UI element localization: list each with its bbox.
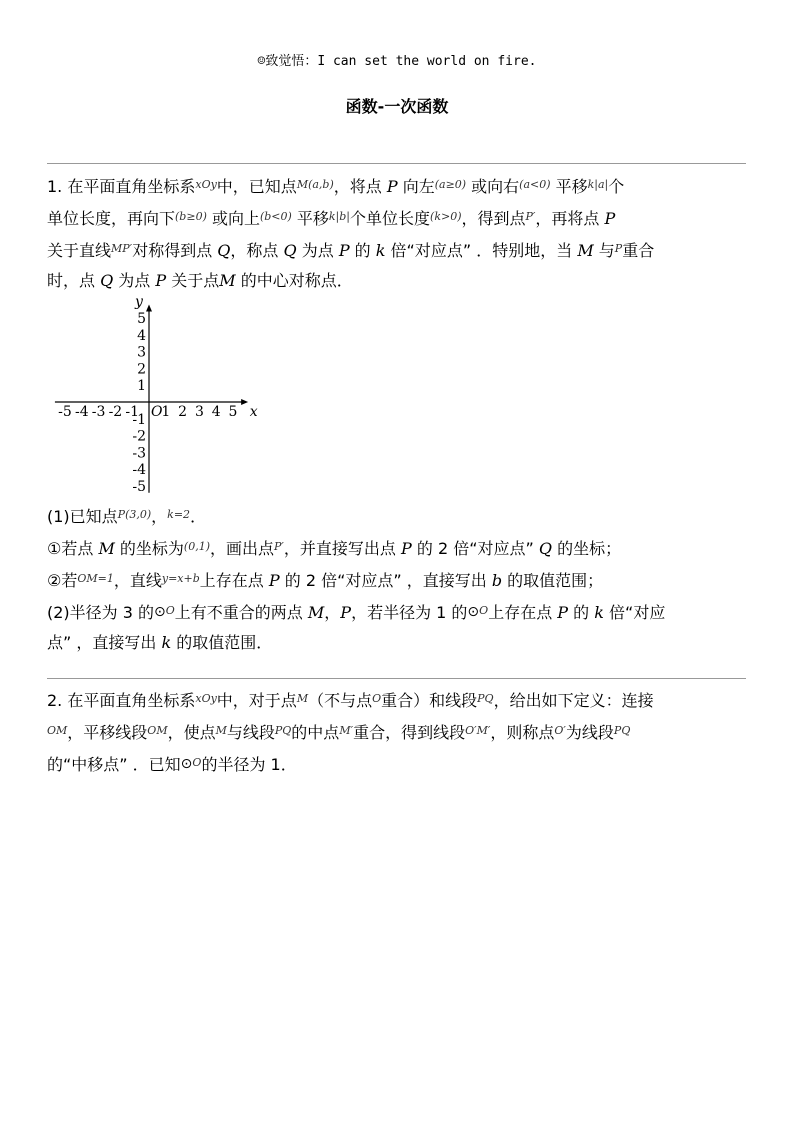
- text: ，直线: [113, 571, 162, 590]
- y-tick-label: -2: [132, 428, 146, 445]
- x-tick-label: 5: [228, 404, 238, 420]
- divider-1: [47, 163, 746, 164]
- text: 2. 在平面直角坐标系: [47, 691, 196, 710]
- text: 的: [349, 241, 376, 260]
- page-title: 函数-一次函数: [345, 97, 449, 116]
- text: 平移: [291, 209, 329, 228]
- text: 为线段: [565, 723, 614, 742]
- text: 重合: [622, 241, 655, 260]
- math: k|b|: [328, 210, 351, 223]
- y-tick-label: 5: [137, 311, 146, 327]
- math: M: [98, 539, 115, 558]
- text: 时，点: [47, 271, 101, 290]
- question-1-parts: [47, 500, 747, 658]
- text: (1)已知点: [47, 507, 118, 526]
- math: (a<0): [519, 178, 551, 191]
- math: Q: [217, 241, 231, 260]
- math: P: [401, 539, 412, 558]
- text: 个单位长度: [350, 209, 431, 228]
- math: b: [491, 571, 503, 590]
- math: OM=1: [77, 572, 114, 585]
- math: O: [192, 756, 202, 769]
- text: ，: [151, 507, 168, 526]
- math: MP′: [111, 242, 133, 255]
- math: O: [165, 604, 175, 617]
- text: 的坐标；: [552, 539, 622, 558]
- math: Q: [100, 271, 114, 290]
- text: 或向右: [466, 177, 520, 196]
- math: M: [307, 603, 325, 622]
- math: k: [594, 603, 604, 622]
- text: 平移: [550, 177, 588, 196]
- text: 重合）和线段: [381, 691, 478, 710]
- text: (2)半径为 3 的: [47, 603, 155, 622]
- math: k|a|: [587, 178, 609, 191]
- x-tick-label: -4: [74, 404, 89, 420]
- text: 的中心对称点．: [235, 271, 353, 290]
- text: ，得到点: [461, 209, 526, 228]
- q1-line-1: [47, 170, 747, 202]
- text: 的半径为 1．: [201, 755, 297, 774]
- text: 与线段: [226, 723, 275, 742]
- y-tick-label: -3: [132, 445, 146, 462]
- text: ，再将点: [535, 209, 605, 228]
- question-1: [47, 170, 747, 296]
- math: k=2: [167, 508, 191, 521]
- text: 重合，得到线段: [353, 723, 466, 742]
- q1-line-3: [47, 234, 747, 266]
- math: M′: [339, 724, 354, 737]
- math: P: [614, 242, 623, 255]
- x-tick-label: 3: [194, 404, 204, 420]
- text: 的“中移点” ．已知: [47, 755, 181, 774]
- text: 与: [593, 241, 615, 260]
- y-axis-arrow: [146, 305, 152, 312]
- math: O: [479, 604, 489, 617]
- text: 为点: [113, 271, 156, 290]
- math: P: [268, 571, 280, 590]
- text: 的 2 倍“对应点”: [411, 539, 539, 558]
- x-tick-label: -5: [58, 404, 72, 420]
- text: ，若半径为 1 的: [351, 603, 468, 622]
- text: 单位长度，再向下: [47, 209, 176, 228]
- math: P: [155, 271, 167, 290]
- math: OM: [147, 724, 168, 737]
- math: Q: [538, 539, 553, 558]
- text: ，平移线段: [67, 723, 148, 742]
- page-header: ☺致觉悟：I can set the world on fire.: [257, 54, 537, 69]
- math: M: [577, 241, 594, 260]
- math: P: [557, 603, 569, 622]
- x-tick-label: -1: [125, 404, 140, 420]
- y-tick-label: 1: [137, 378, 146, 395]
- text: （不与点: [308, 691, 373, 710]
- text: 为点: [296, 241, 339, 260]
- text: 关于点: [166, 271, 220, 290]
- text: ②若: [47, 571, 78, 590]
- math: PQ: [613, 724, 631, 737]
- text: ，并直接写出点: [283, 539, 402, 558]
- math: M: [296, 692, 309, 705]
- math: (a≥0): [434, 178, 467, 191]
- text: 的 2 倍“对应点” ，直接写出: [279, 571, 492, 590]
- circle-symbol: ⊙: [180, 756, 193, 772]
- text: 上存在点: [488, 603, 558, 622]
- text: 倍“对应点” ．特别地，当: [385, 241, 578, 260]
- math: P: [604, 209, 616, 228]
- origin-label: O: [151, 404, 163, 420]
- x-axis-label: x: [249, 404, 258, 420]
- circle-symbol: ⊙: [154, 604, 166, 620]
- math: P′: [525, 210, 536, 223]
- y-tick-label: 3: [137, 344, 146, 361]
- y-tick-label: -5: [132, 479, 146, 495]
- text: ，则称点: [490, 723, 555, 742]
- math: xOy: [195, 178, 217, 191]
- math: (0,1): [183, 540, 210, 553]
- coordinate-axes: [40, 286, 270, 498]
- y-tick-label: 2: [137, 361, 146, 378]
- math: M: [219, 271, 236, 290]
- text: 点” ，直接写出: [47, 633, 162, 652]
- text: 的: [568, 603, 595, 622]
- text: 个: [608, 177, 625, 196]
- text: 的取值范围；: [502, 571, 604, 590]
- math: (b≥0): [175, 210, 207, 223]
- math: PQ: [477, 692, 494, 705]
- math: Q: [283, 241, 297, 260]
- text: ，: [324, 603, 341, 622]
- math: P: [340, 603, 352, 622]
- math: y=x+b: [161, 572, 200, 585]
- circle-symbol: ⊙: [467, 604, 480, 620]
- math: P′: [274, 540, 284, 553]
- x-tick-label: -2: [108, 404, 123, 420]
- text: ，使点: [167, 723, 216, 742]
- text: ，给出如下定义：连接: [493, 691, 654, 710]
- math: PQ: [274, 724, 292, 737]
- y-tick-label: 4: [137, 327, 146, 344]
- text: 或向上: [206, 209, 260, 228]
- math: P: [338, 241, 350, 260]
- text: 的坐标为: [114, 539, 184, 558]
- text: ，称点: [230, 241, 284, 260]
- x-tick-label: 2: [178, 404, 188, 420]
- math: O′: [554, 724, 566, 737]
- text: ．: [190, 507, 207, 526]
- q2-line-3: [47, 748, 747, 780]
- math: (b<0): [259, 210, 292, 223]
- part-2: [47, 596, 747, 628]
- text: 上有不重合的两点: [174, 603, 308, 622]
- text: 中，已知点: [216, 177, 297, 196]
- text: 向左: [397, 177, 435, 196]
- y-tick-label: -4: [132, 462, 146, 479]
- x-tick-label: 1: [161, 404, 171, 420]
- y-tick-label: -1: [132, 411, 146, 428]
- text: 上存在点: [199, 571, 269, 590]
- math: O′M′: [465, 724, 491, 737]
- text: 中，对于点: [216, 691, 297, 710]
- text: 关于直线: [47, 241, 112, 260]
- divider-2: [47, 678, 746, 679]
- text: ，画出点: [210, 539, 275, 558]
- math: O: [372, 692, 382, 705]
- math: P: [386, 177, 398, 196]
- text: 对称得到点: [132, 241, 218, 260]
- part-1: [47, 500, 747, 532]
- part-2-cont: [47, 628, 747, 658]
- math: xOy: [195, 692, 217, 705]
- x-tick-label: 4: [211, 404, 221, 420]
- math: M: [215, 724, 227, 737]
- question-2: [47, 684, 747, 780]
- part-1-sub-2: [47, 564, 747, 596]
- text: 倍“对应: [603, 603, 666, 622]
- x-tick-label: -3: [91, 404, 106, 420]
- q2-line-2: [47, 716, 747, 748]
- math: k: [161, 633, 172, 652]
- text: 1. 在平面直角坐标系: [47, 177, 196, 196]
- x-axis-arrow: [241, 399, 248, 405]
- math: M(a,b): [296, 178, 334, 191]
- text: ，将点: [333, 177, 387, 196]
- text: 的取值范围．: [171, 633, 273, 652]
- q1-line-2: [47, 202, 747, 234]
- text: 的中点: [291, 723, 340, 742]
- math: OM: [47, 724, 68, 737]
- part-1-sub-1: [47, 532, 747, 564]
- math: (k>0): [430, 210, 462, 223]
- text: ①若点: [47, 539, 99, 558]
- q2-line-1: [47, 684, 747, 716]
- math: P(3,0): [117, 508, 152, 521]
- y-axis-label: y: [135, 294, 143, 311]
- math: k: [375, 241, 386, 260]
